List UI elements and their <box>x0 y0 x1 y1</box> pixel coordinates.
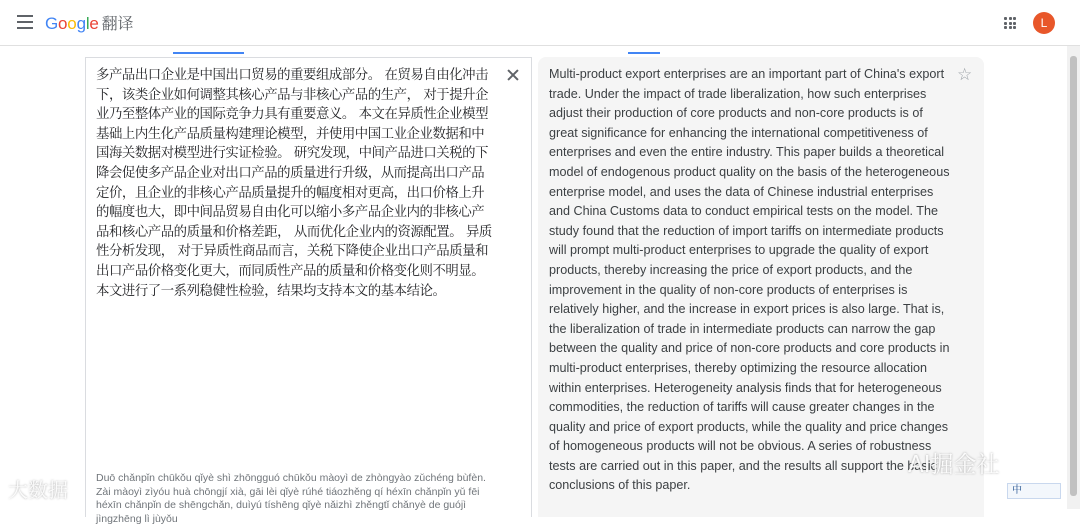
star-icon[interactable]: ☆ <box>957 65 973 84</box>
hamburger-menu-icon[interactable] <box>17 15 33 29</box>
source-text-panel[interactable] <box>85 57 532 525</box>
translation-text: Multi-product export enterprises are an important part of China's export trade. Under the impact of trade liberalization, how such enterprises adjust their production of core products and non-core products is of great significance for enhancing the international competitiveness of enterprises and even the entire industry. This paper builds a theoretical model of endogenous product quality on the basis of the heterogeneous enterprise model, and uses the data of Chinese industrial enterprises and China Customs data to conduct empirical tests on the model. The study found that the reduction of import tariffs on intermediate products will prompt multi-product enterprises to upgrade the quality of export products, thereby increasing the price of export products, and the improvement in the quality of non-core products of enterprises is relatively higher, and the increase in export prices is also large. That is, the liberalization of trade in intermediate products can narrow the gap between the quality and price of non-core products and core products in multi-product enterprises, thereby optimizing the resource allocation within enterprises. Heterogeneity analysis finds that for heterogeneous commodities, the reduction of tariffs will cause greater changes in the quality and price of export products, while the quality and price changes of homogeneous products will not be obvious. A series of robustness tests are carried out in this paper, and the results all support the basic conclusions of this paper. <box>549 67 950 493</box>
source-romanization: Duō chǎnpǐn chūkǒu qǐyè shì zhōngguó chūkǒu màoyì de zhòngyào zǔchéng bùfèn. Zài màoyì zìyóu huà chōngjí xià, gāi lèi qǐyè rúhé tiáozhěng qí héxīn chǎnpǐn yǔ fēi héxīn chǎnpǐn de shēngchǎn, duìyú tíshēng qǐyè nǎizhì zhěngtǐ chǎnyè de guójì jìngzhēng lì jùyǒu <box>96 472 486 525</box>
account-avatar[interactable]: L <box>1033 12 1055 34</box>
source-language-tab-indicator <box>173 52 244 54</box>
target-language-tab-indicator <box>628 52 660 54</box>
ime-toolbar[interactable]: 中 <box>1007 483 1061 499</box>
close-icon[interactable] <box>506 68 520 82</box>
scrollbar-thumb[interactable] <box>1070 56 1077 496</box>
source-textarea[interactable]: 多产品出口企业是中国出口贸易的重要组成部分。 在贸易自由化冲击下，该类企业如何调整其核心产品与非核心产品的生产， 对于提升企业乃至整体产业的国际竞争力具有重要意义。 本文在异质性企业模型基础上内生化产品质量构建理论模型，并使用中国工业企业数据和中国海关数据对模型进行实证检验。 研究发现，中间产品进口关税的下降会促使多产品企业对出口产品的质量进行升级，从而提高出口产品定价，且企业的非核心产品质量提升的幅度相对更高，出口价格上升的幅度也大，即中间品贸易自由化可以缩小多产品企业内的非核心产品和核心产品的质量和价格差距， 从而优化企业内的资源配置。 异质性分析发现， 对于异质性商品而言，关税下降使企业出口产品质量和出口产品价格变化更大，而同质性产品的质量和价格变化则不明显。 本文进行了一系列稳健性检验，结果均支持本文的基本结论。 <box>96 68 492 299</box>
google-translate-logo[interactable]: Google 翻译 <box>45 14 134 33</box>
page-scrollbar[interactable] <box>1067 46 1080 509</box>
top-app-bar <box>0 0 1080 46</box>
apps-grid-icon[interactable] <box>1004 17 1016 29</box>
watermark-right: AI掘金社 <box>908 452 1000 478</box>
product-name: 翻译 <box>101 14 134 33</box>
watermark-left: 大数据 <box>8 478 68 502</box>
